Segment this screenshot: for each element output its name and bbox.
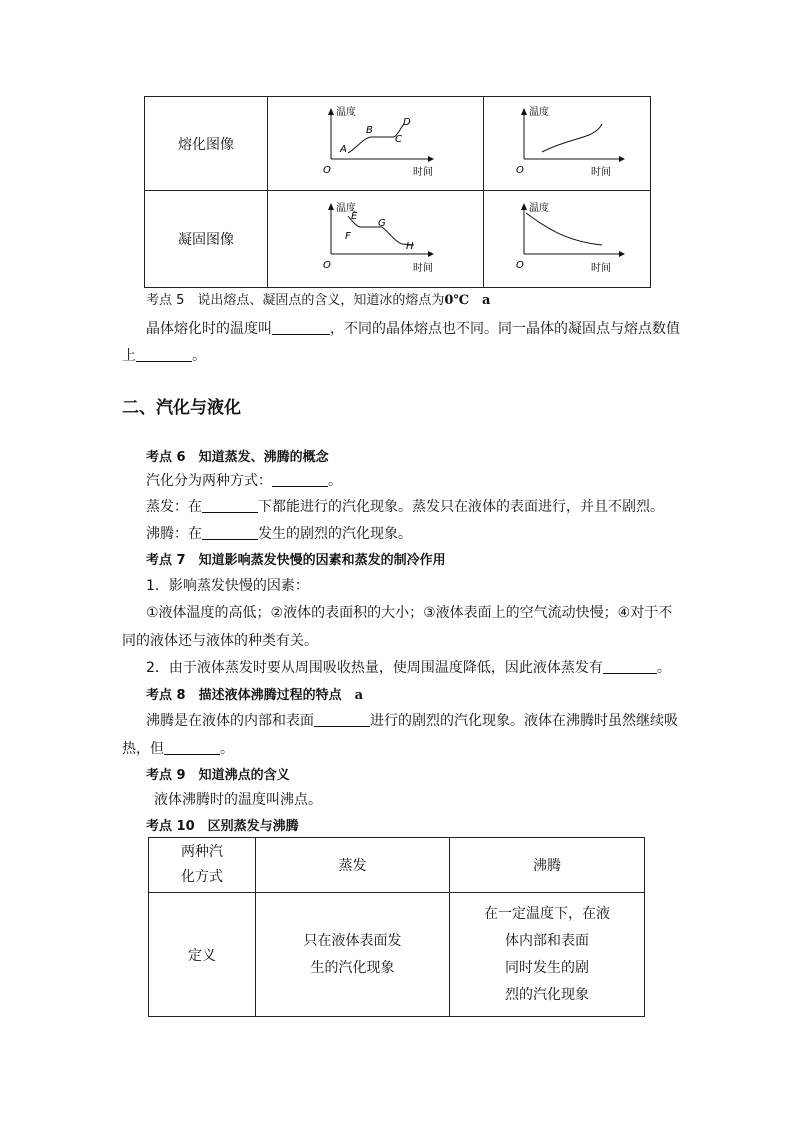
boiling-feature-line1: 沸腾是在液体的内部和表面 进行的剧烈的汽化现象。液体在沸腾时虽然继续吸 — [146, 713, 678, 729]
origin-label: O — [323, 260, 331, 271]
header-boiling: 沸腾 — [450, 838, 645, 893]
k9-title: 考点 9 知道沸点的含义 — [146, 768, 290, 783]
evaporation-line: 蒸发：在 下都能进行的汽化现象。蒸发只在液体的表面进行，并且不剧烈。 — [146, 499, 664, 515]
k5-title: 考点 5 说出熔点、凝固点的含义，知道冰的熔点为0℃ a — [146, 293, 491, 308]
crystal-solidify-svg — [268, 191, 483, 287]
amorphous-melting-graph — [484, 97, 651, 191]
factors-list-line2: 同的液体还与液体的种类有关。 — [122, 633, 318, 649]
y-axis-label: 温度 — [336, 107, 356, 118]
k7-title: 考点 7 知道影响蒸发快慢的因素和蒸发的制冷作用 — [146, 553, 446, 568]
compare-table — [148, 837, 645, 1017]
factors-heading: 1．影响蒸发快慢的因素： — [146, 578, 309, 594]
crystal-solidify-graph — [268, 191, 484, 288]
blank-fill — [603, 659, 657, 674]
y-axis-label: 温度 — [529, 203, 549, 214]
k6-title: 考点 6 知道蒸发、沸腾的概念 — [146, 450, 329, 465]
section-heading: 二、汽化与液化 — [122, 398, 241, 418]
blank-fill — [272, 320, 330, 335]
amorphous-melting-svg — [484, 97, 650, 190]
y-axis-arrow — [328, 108, 334, 115]
amorphous-solidify-curve — [526, 213, 602, 245]
x-axis-label: 时间 — [413, 263, 433, 274]
blank-fill — [272, 472, 328, 487]
blank-fill — [314, 712, 370, 727]
k10-title: 考点 10 区别蒸发与沸腾 — [146, 819, 299, 834]
crystal-melting-graph — [268, 97, 484, 191]
blank-fill — [136, 347, 192, 362]
blank-fill — [164, 740, 220, 755]
p2-line: 上 。 — [122, 348, 206, 364]
vaporization-line: 汽化分为两种方式： 。 — [146, 473, 342, 489]
header-method: 两种汽 化方式 — [149, 838, 256, 893]
origin-label: O — [516, 165, 524, 176]
point-h: H — [406, 241, 414, 252]
melting-row-label: 熔化图像 — [145, 97, 268, 191]
factors-list-line1: ①液体温度的高低；②液体的表面积的大小；③液体表面上的空气流动快慢；④对于不 — [146, 605, 673, 621]
blank-fill — [202, 525, 258, 540]
point-e: E — [351, 211, 358, 222]
x-axis-label: 时间 — [591, 263, 611, 274]
cooling-line: 2．由于液体蒸发时要从周围吸收热量，使周围温度降低，因此液体蒸发有 。 — [146, 660, 671, 676]
solidify-row-label: 凝固图像 — [145, 191, 268, 288]
amorphous-solidify-graph — [484, 191, 651, 288]
amorphous-melting-curve — [542, 124, 602, 152]
boiling-definition: 在一定温度下，在液 体内部和表面 同时发生的剧 烈的汽化现象 — [450, 893, 645, 1017]
point-g: G — [378, 218, 386, 229]
origin-label: O — [323, 165, 331, 176]
origin-label: O — [516, 260, 524, 271]
point-b: B — [366, 125, 373, 136]
point-f: F — [345, 231, 351, 242]
point-c: C — [395, 134, 402, 145]
graph-table — [144, 96, 651, 288]
boiling-line: 沸腾：在 发生的剧烈的汽化现象。 — [146, 526, 412, 542]
x-axis-label: 时间 — [413, 167, 433, 178]
p1-line: 晶体熔化时的温度叫 ，不同的晶体熔点也不同。同一晶体的凝固点与熔点数值 — [146, 321, 680, 337]
evaporation-definition: 只在液体表面发 生的汽化现象 — [256, 893, 450, 1017]
row-label-definition: 定义 — [149, 893, 256, 1017]
crystal-melting-svg — [268, 97, 483, 190]
amorphous-solidify-svg — [484, 191, 650, 287]
x-axis-arrow — [428, 156, 434, 162]
header-evaporation: 蒸发 — [256, 838, 450, 893]
boiling-point-def: 液体沸腾时的温度叫沸点。 — [154, 792, 322, 808]
x-axis-label: 时间 — [591, 167, 611, 178]
point-a: A — [340, 144, 347, 155]
y-axis-label: 温度 — [336, 203, 356, 214]
blank-fill — [202, 498, 258, 513]
boiling-feature-line2: 热，但 。 — [122, 741, 234, 757]
point-d: D — [403, 117, 411, 128]
y-axis-label: 温度 — [529, 107, 549, 118]
k8-title: 考点 8 描述液体沸腾过程的特点 a — [146, 688, 364, 703]
